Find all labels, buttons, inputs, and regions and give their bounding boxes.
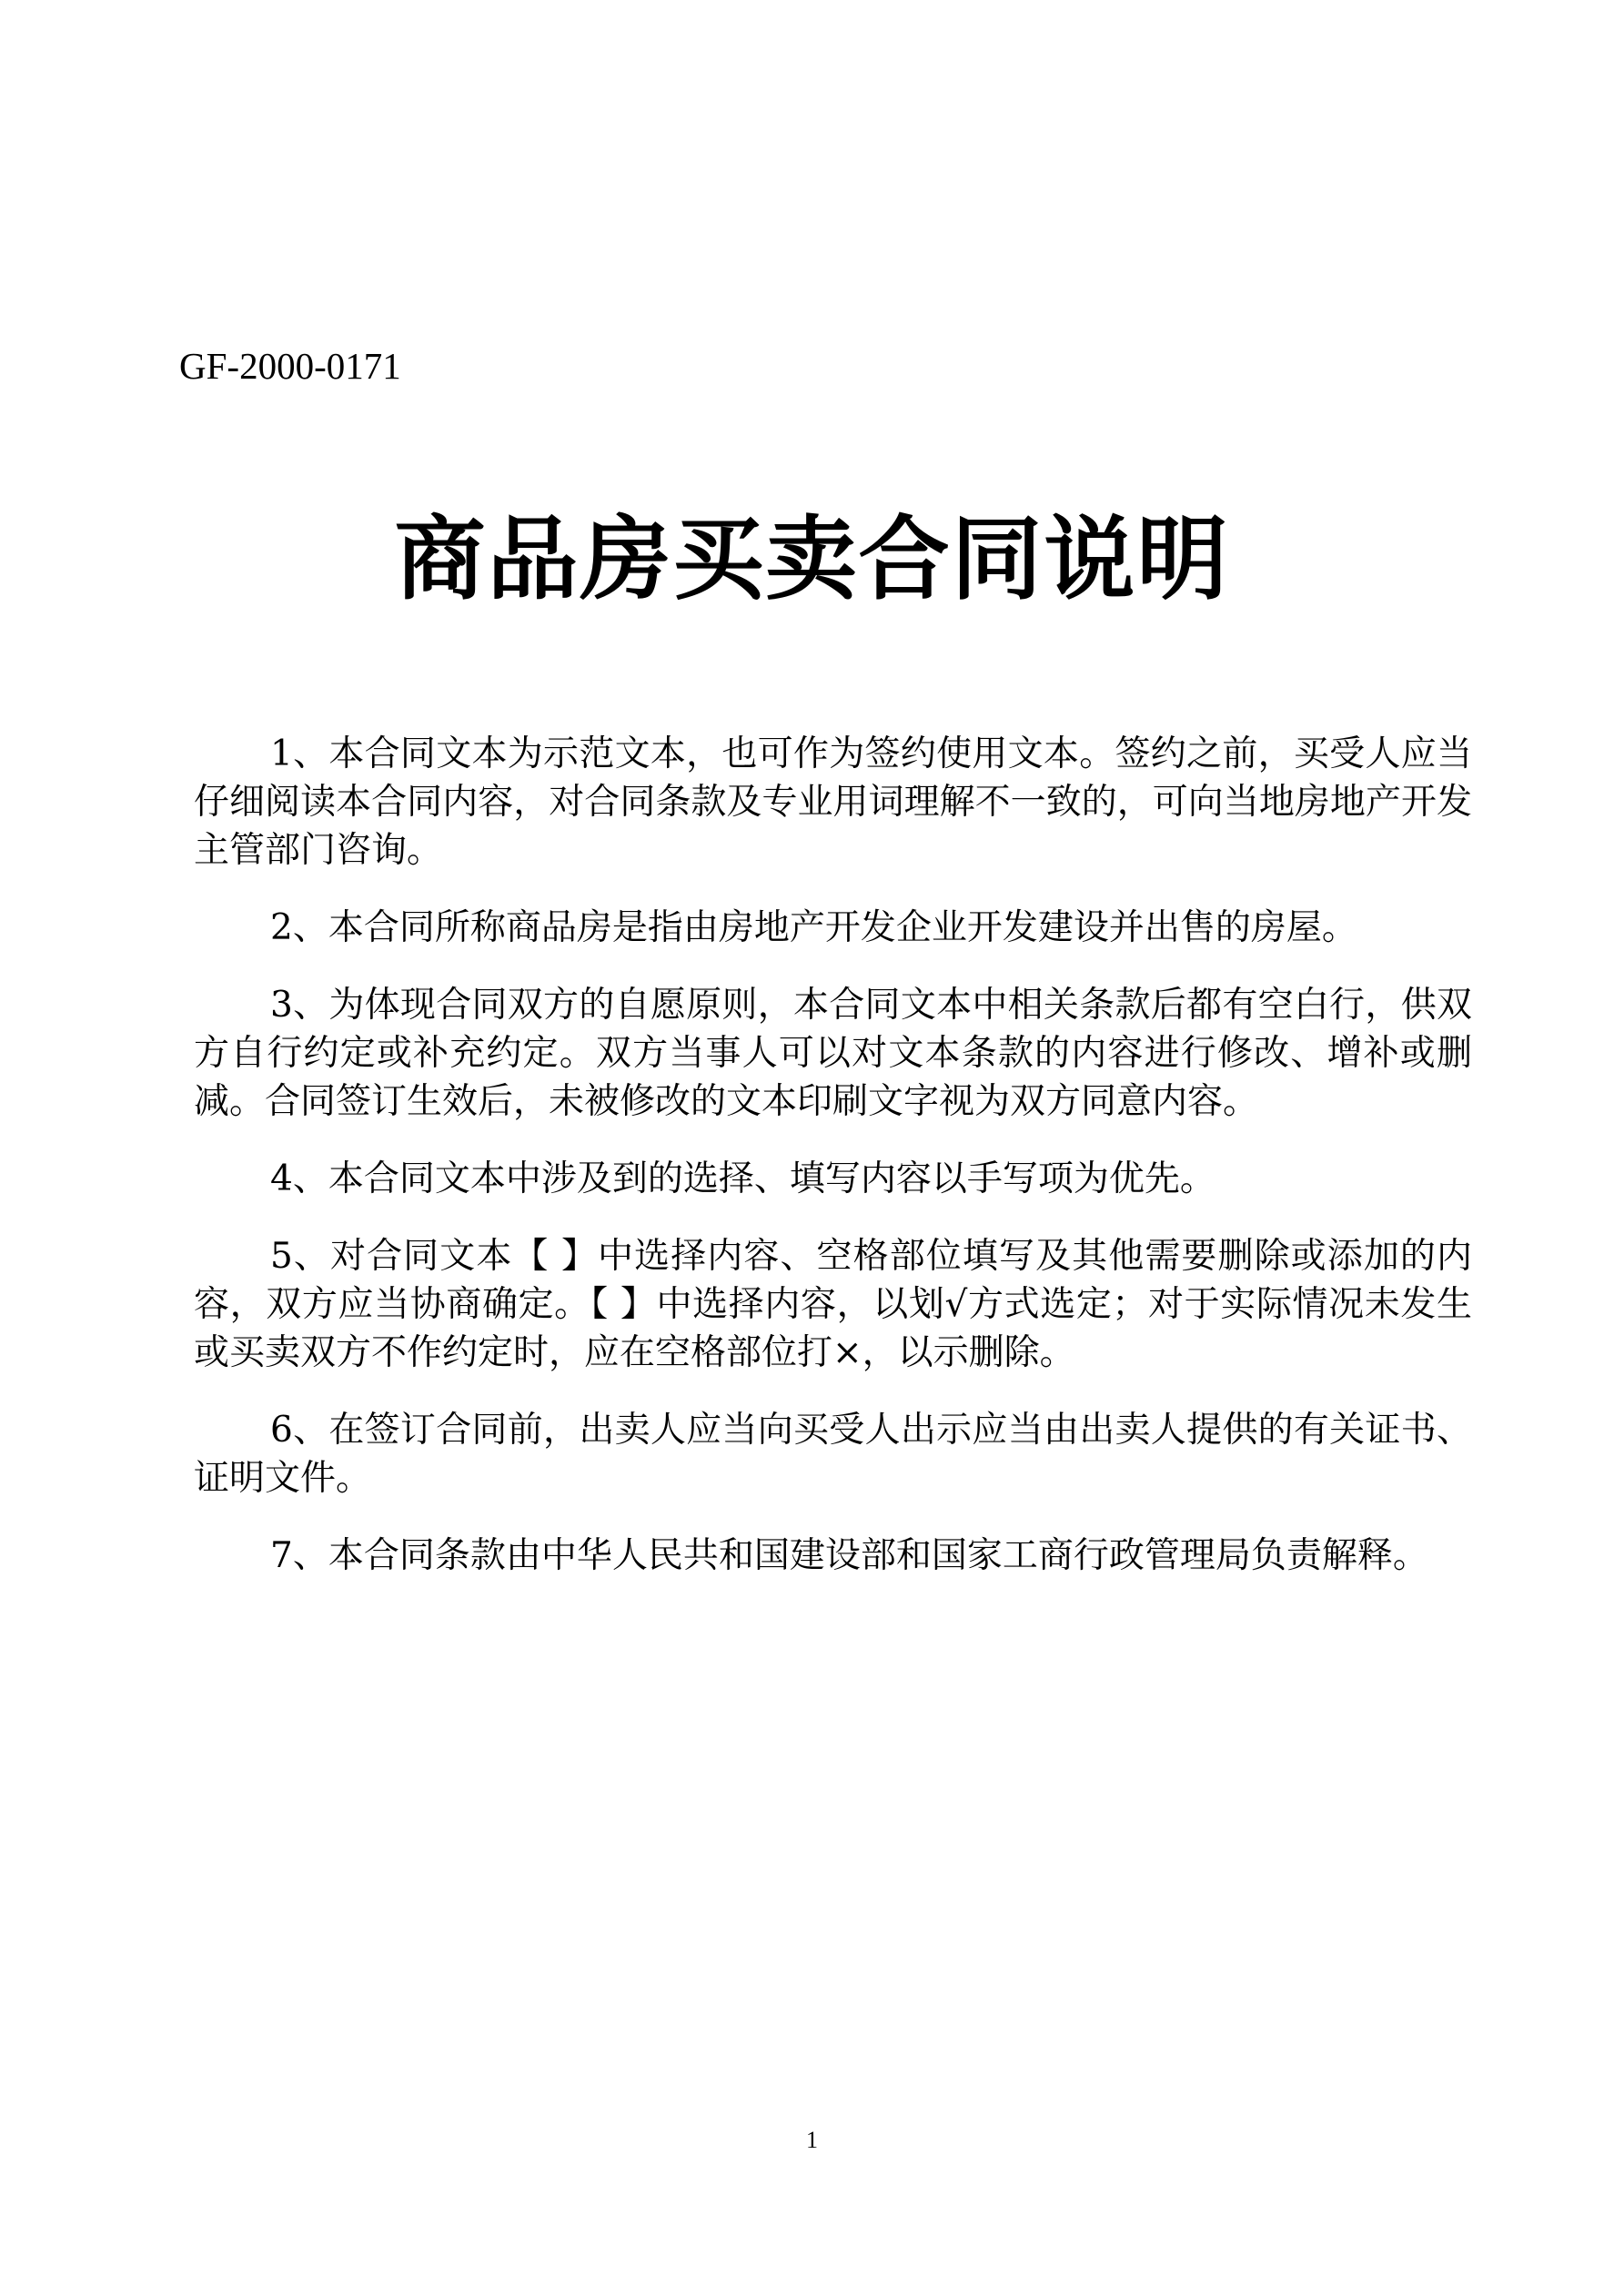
paragraph-3: 3、为体现合同双方的自愿原则，本合同文本中相关条款后都有空白行，供双方自行约定或补充约定。双方当事人可以对文本条款的内容进行修改、增补或删减。合同签订生效后，未被修改的文本印刷文字视为双方同意内容。 (194, 985, 1472, 1122)
document-code: GF-2000-0171 (179, 345, 401, 387)
paragraph-6: 6、在签订合同前，出卖人应当向买受人出示应当由出卖人提供的有关证书、证明文件。 (194, 1410, 1472, 1499)
paragraph-2: 2、本合同所称商品房是指由房地产开发企业开发建设并出售的房屋。 (270, 907, 1357, 948)
paragraph-7: 7、本合同条款由中华人民共和国建设部和国家工商行政管理局负责解释。 (270, 1535, 1428, 1576)
paragraph-1: 1、本合同文本为示范文本，也可作为签约使用文本。签约之前，买受人应当仔细阅读本合同内容，对合同条款及专业用词理解不一致的，可向当地房地产开发主管部门咨询。 (194, 733, 1472, 871)
document-body (194, 730, 1472, 1609)
paragraph-4: 4、本合同文本中涉及到的选择、填写内容以手写项为优先。 (270, 1158, 1215, 1199)
document-title: 商品房买卖合同说明 (394, 506, 1230, 612)
paragraph-5: 5、对合同文本【 】中选择内容、空格部位填写及其他需要删除或添加的内容，双方应当协商确定。【 】中选择内容，以划√方式选定；对于实际情况未发生或买卖双方不作约定时，应在空格部位打×，以示删除。 (194, 1236, 1472, 1373)
page-number: 1 (806, 2127, 818, 2153)
